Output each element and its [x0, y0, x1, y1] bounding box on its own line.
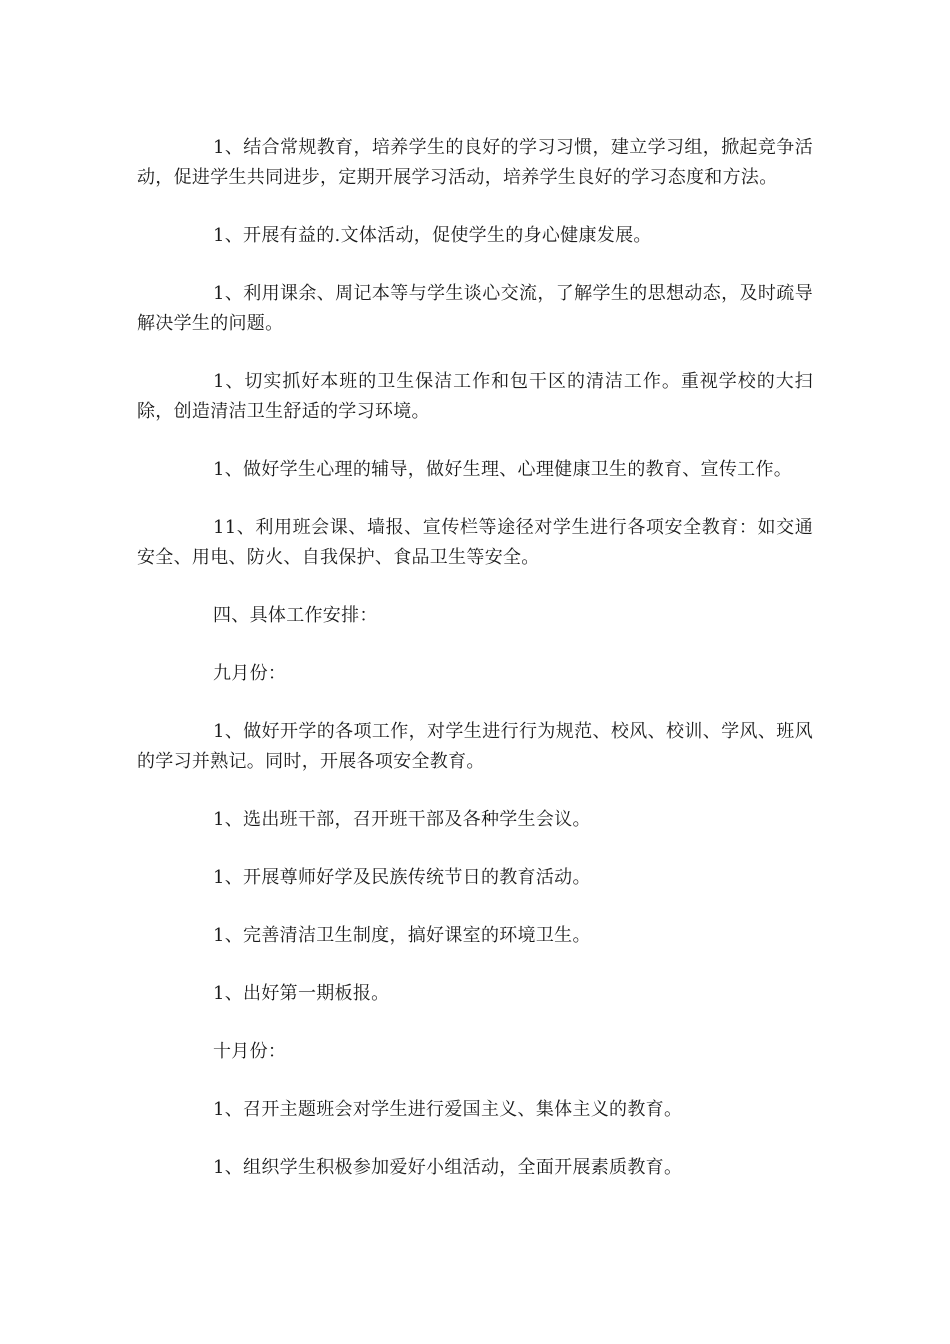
list-item: 1、召开主题班会对学生进行爱国主义、集体主义的教育。: [213, 1099, 683, 1120]
paragraph-activities: 1、开展有益的.文体活动，促使学生的身心健康发展。: [213, 225, 652, 246]
paragraph-psychology: 1、做好学生心理的辅导，做好生理、心理健康卫生的教育、宣传工作。: [213, 459, 793, 480]
paragraph-communication: 1、利用课余、周记本等与学生谈心交流，了解学生的思想动态，及时疏导解决学生的问题。: [137, 283, 813, 334]
month-heading-september: 九月份：: [213, 663, 287, 684]
list-item: 1、完善清洁卫生制度，搞好课室的环境卫生。: [213, 925, 591, 946]
list-item: 1、选出班干部，召开班干部及各种学生会议。: [213, 809, 591, 830]
paragraph-hygiene: 1、切实抓好本班的卫生保洁工作和包干区的清洁工作。重视学校的大扫除，创造清洁卫生舒适的学习环境。: [137, 371, 813, 422]
list-item: 1、做好开学的各项工作，对学生进行行为规范、校风、校训、学风、班风的学习并熟记。同时，开展各项安全教育。: [137, 721, 813, 772]
paragraph-safety: 11、利用班会课、墙报、宣传栏等途径对学生进行各项安全教育：如交通安全、用电、防火、自我保护、食品卫生等安全。: [137, 517, 813, 568]
list-item: 1、开展尊师好学及民族传统节日的教育活动。: [213, 867, 591, 888]
document-body: [137, 133, 813, 1211]
section-heading-schedule: 四、具体工作安排：: [213, 605, 378, 626]
month-heading-october: 十月份：: [213, 1041, 287, 1062]
paragraph-habits: 1、结合常规教育，培养学生的良好的学习习惯，建立学习组，掀起竞争活动，促进学生共同进步，定期开展学习活动，培养学生良好的学习态度和方法。: [137, 137, 813, 188]
list-item: 1、组织学生积极参加爱好小组活动，全面开展素质教育。: [213, 1157, 683, 1178]
list-item: 1、出好第一期板报。: [213, 983, 390, 1004]
